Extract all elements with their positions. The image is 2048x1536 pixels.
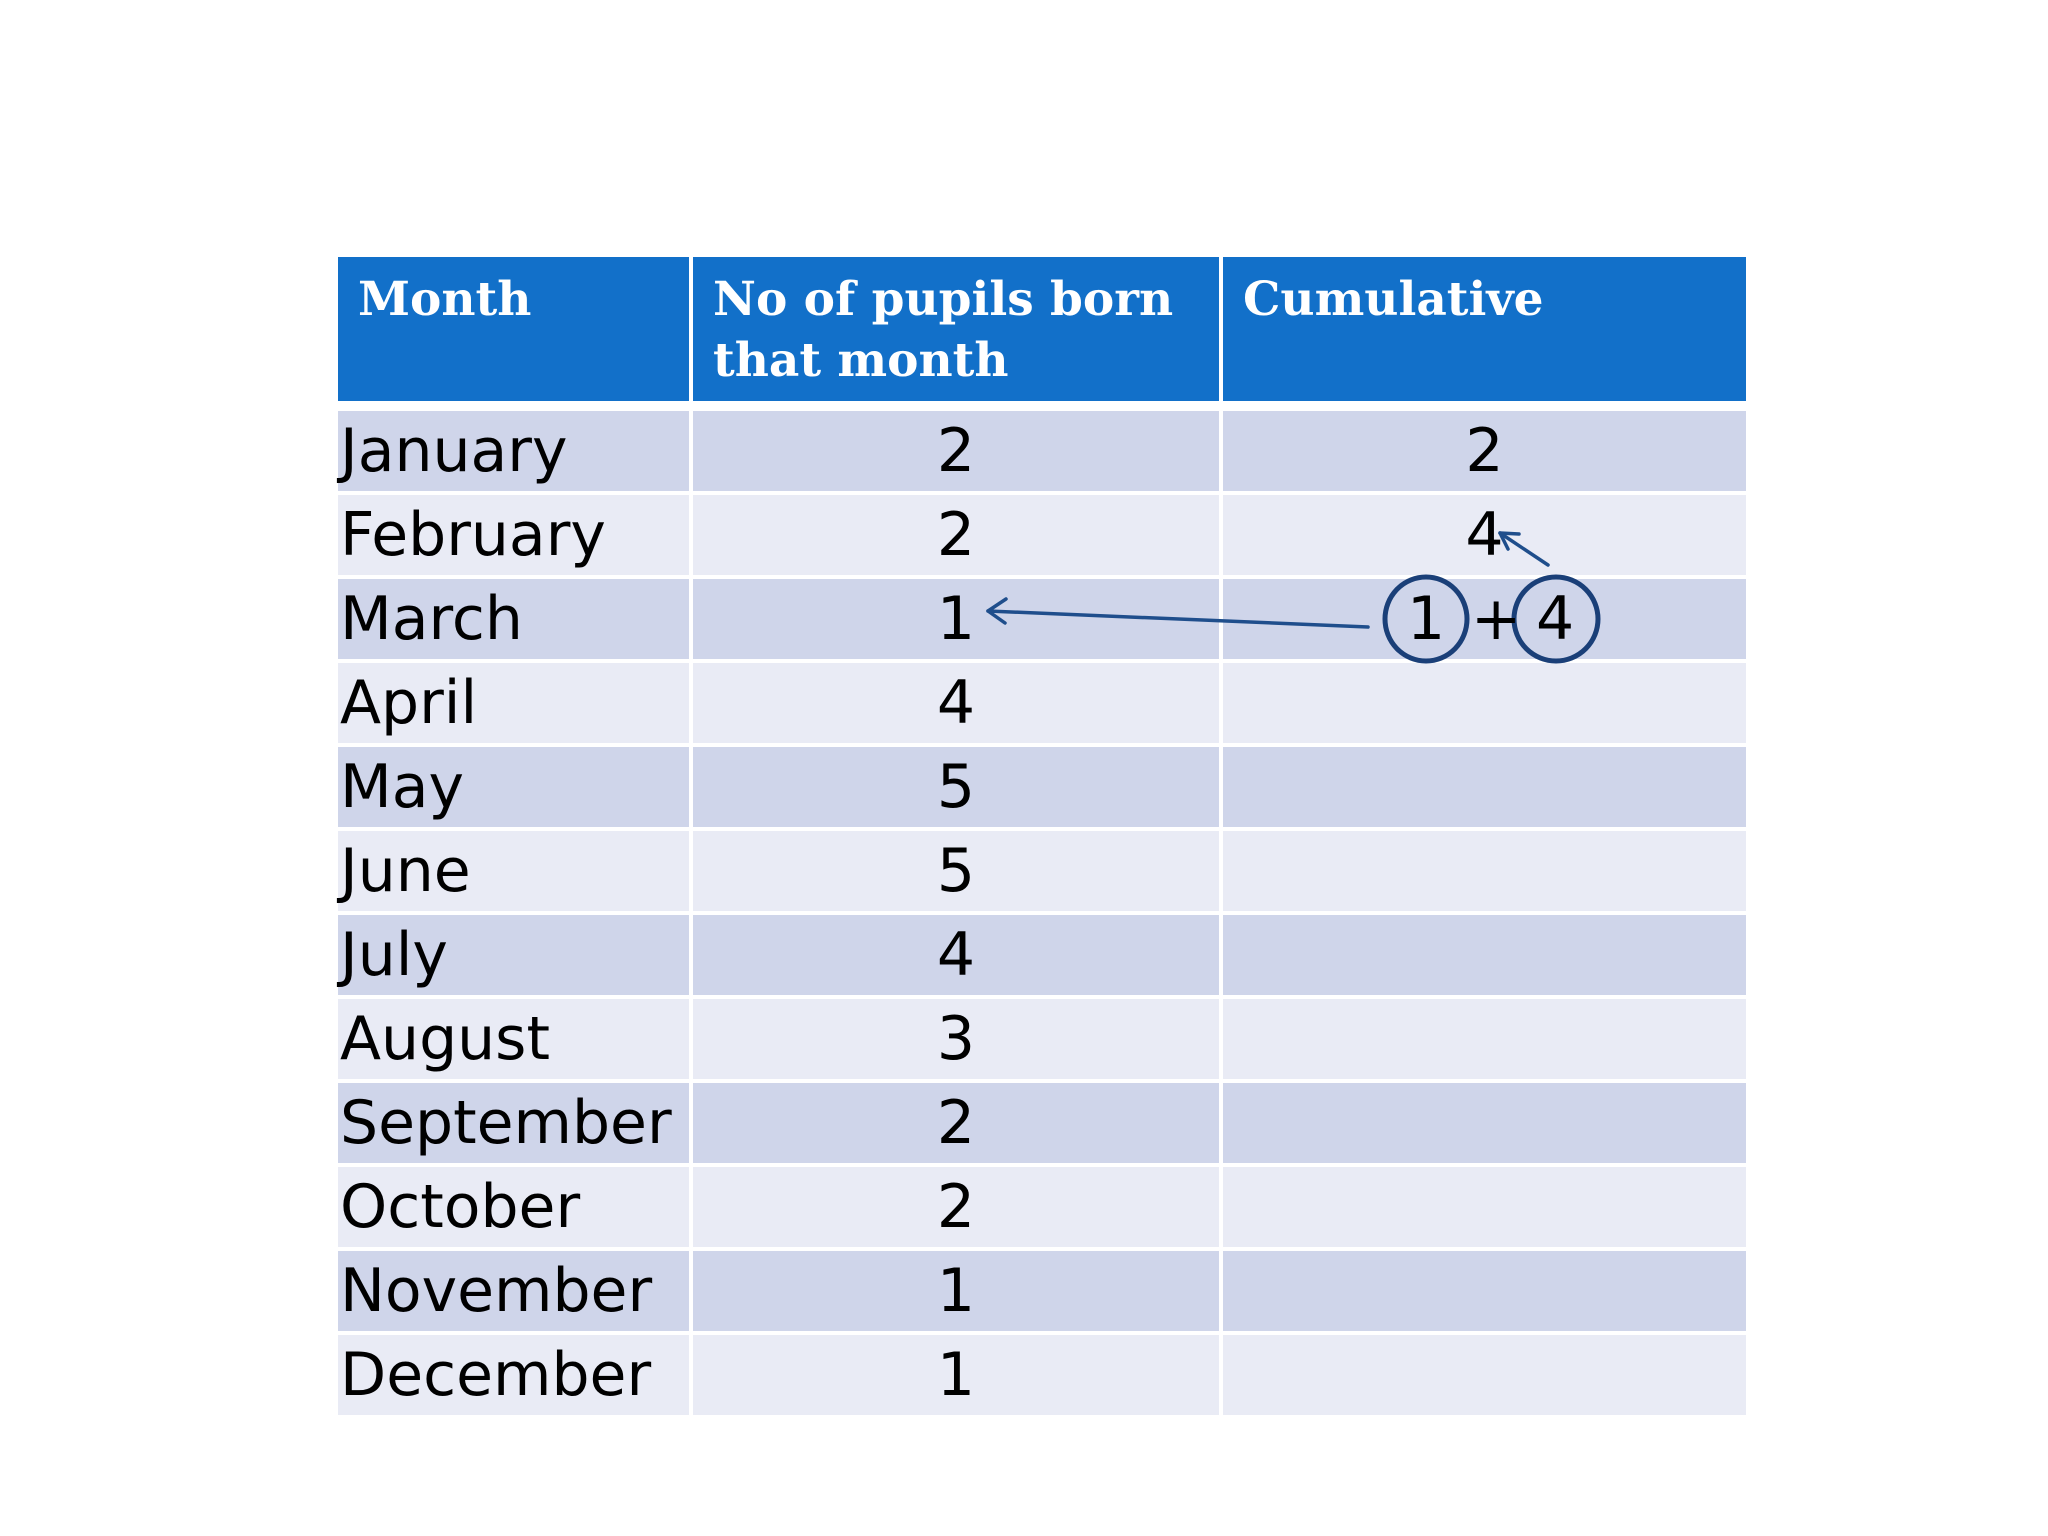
cumulative-cell xyxy=(1221,661,1746,745)
count-cell: 2 xyxy=(691,493,1221,577)
count-cell: 4 xyxy=(691,661,1221,745)
month-cell: June xyxy=(338,829,691,913)
cumulative-cell: 4 xyxy=(1221,493,1746,577)
cumulative-cell xyxy=(1221,997,1746,1081)
month-cell: January xyxy=(338,406,691,493)
count-cell: 1 xyxy=(691,1249,1221,1333)
count-cell: 4 xyxy=(691,913,1221,997)
month-cell: October xyxy=(338,1165,691,1249)
cumulative-cell: 2 xyxy=(1221,406,1746,493)
cumulative-frequency-table xyxy=(338,257,1746,1419)
cumulative-cell xyxy=(1221,1165,1746,1249)
month-cell: August xyxy=(338,997,691,1081)
cumulative-cell xyxy=(1221,1249,1746,1333)
table-row xyxy=(338,1081,1746,1165)
month-cell: December xyxy=(338,1333,691,1417)
month-cell: February xyxy=(338,493,691,577)
table-row xyxy=(338,406,1746,493)
month-cell: July xyxy=(338,913,691,997)
header-cumulative: Cumulative xyxy=(1221,257,1746,406)
table-row xyxy=(338,1165,1746,1249)
table-row xyxy=(338,493,1746,577)
table-row xyxy=(338,829,1746,913)
table-row xyxy=(338,1333,1746,1417)
count-cell: 3 xyxy=(691,997,1221,1081)
count-cell: 2 xyxy=(691,1081,1221,1165)
table-row xyxy=(338,913,1746,997)
month-cell: November xyxy=(338,1249,691,1333)
count-cell: 1 xyxy=(691,577,1221,661)
count-cell: 2 xyxy=(691,406,1221,493)
count-cell: 5 xyxy=(691,745,1221,829)
table-header-row xyxy=(338,257,1746,406)
table-row xyxy=(338,661,1746,745)
table-row xyxy=(338,577,1746,661)
count-cell: 2 xyxy=(691,1165,1221,1249)
month-cell: April xyxy=(338,661,691,745)
header-month: Month xyxy=(338,257,691,406)
table-row xyxy=(338,1249,1746,1333)
month-cell: May xyxy=(338,745,691,829)
month-cell: March xyxy=(338,577,691,661)
cumulative-cell xyxy=(1221,913,1746,997)
count-cell: 5 xyxy=(691,829,1221,913)
annotation-left-operand: 1 xyxy=(1407,584,1446,654)
cumulative-cell xyxy=(1221,1081,1746,1165)
annotation-right-operand: 4 xyxy=(1536,584,1575,654)
cumulative-cell xyxy=(1221,829,1746,913)
table-row xyxy=(338,997,1746,1081)
count-cell: 1 xyxy=(691,1333,1221,1417)
cumulative-cell xyxy=(1221,1333,1746,1417)
month-cell: September xyxy=(338,1081,691,1165)
table-row xyxy=(338,745,1746,829)
annotation-operator: + xyxy=(1471,584,1522,654)
cumulative-cell xyxy=(1221,745,1746,829)
header-pupils-born: No of pupils born that month xyxy=(691,257,1221,406)
